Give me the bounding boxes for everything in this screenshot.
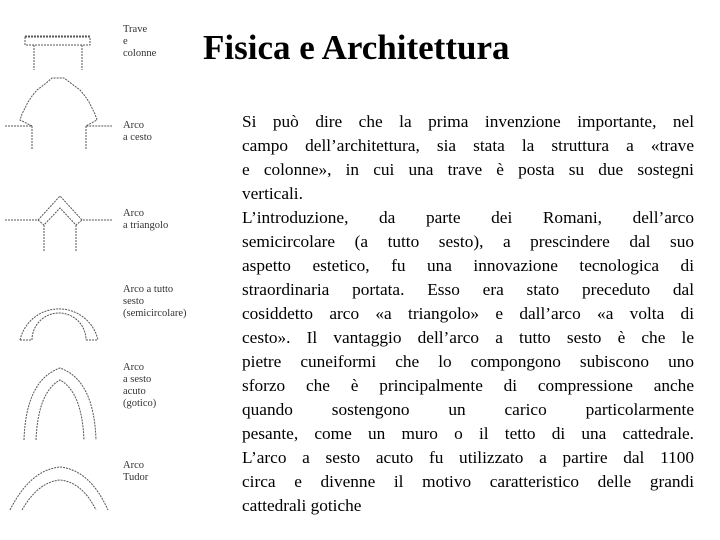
body-line: e colonne», in cui una trave è posta su due sostegni — [242, 160, 694, 179]
label-arco-triangolo: Arco a triangolo — [123, 208, 169, 231]
slide-title: Fisica e Architettura — [203, 28, 510, 67]
body-line: semicircolare (a tutto sesto), a prescindere dal suo — [242, 232, 694, 251]
body-line: L’introduzione, da parte dei Romani, dell’arco — [242, 208, 694, 227]
body-line: straordinaria portata. Esso era stato preceduto dal — [242, 280, 694, 299]
label-arco-tutto-sesto: Arco a tutto sesto (semicircolare) — [123, 284, 187, 319]
corbel-arch-drawing — [5, 78, 112, 150]
body-line: sforzo che è principalmente di compressione anche — [242, 376, 694, 395]
beam-and-columns-drawing — [25, 36, 90, 70]
body-line: cattedrali gotiche — [242, 496, 362, 515]
body-line: L’arco a sesto acuto fu utilizzato a partire dal 1100 — [242, 448, 694, 467]
tudor-arch-drawing — [10, 467, 108, 510]
body-line: campo dell’architettura, sia stata la struttura a «trave — [242, 136, 694, 155]
label-arco-sesto-acuto: Arco a sesto acuto (gotico) — [123, 362, 157, 409]
round-arch-drawing — [20, 309, 98, 340]
label-arco-tudor: Arco Tudor — [123, 460, 149, 483]
label-trave-colonne: Trave e colonne — [123, 24, 157, 59]
body-line: pesante, come un muro o il tetto di una cattedrale. — [242, 424, 694, 443]
body-line: quando sostengono un carico particolarmente — [242, 400, 694, 419]
body-line: aspetto estetico, fu una innovazione tecnologica di — [242, 256, 694, 275]
body-line: cesto». Il vantaggio dell’arco a tutto sesto è che le — [242, 328, 694, 347]
body-line: circa e divenne il motivo caratteristico delle grandi — [242, 472, 694, 491]
triangle-arch-drawing — [5, 196, 112, 252]
body-line: Si può dire che la prima invenzione importante, nel — [242, 112, 694, 131]
label-arco-cesto: Arco a cesto — [123, 120, 152, 143]
pointed-arch-drawing — [24, 368, 96, 440]
body-line: verticali. — [242, 184, 303, 203]
body-line: cosiddetto arco «a triangolo» e dall’arco «a volta di — [242, 304, 694, 323]
arch-types-figure — [0, 20, 225, 520]
body-text — [242, 110, 694, 518]
body-line: pietre cuneiformi che lo compongono subiscono uno — [242, 352, 694, 371]
